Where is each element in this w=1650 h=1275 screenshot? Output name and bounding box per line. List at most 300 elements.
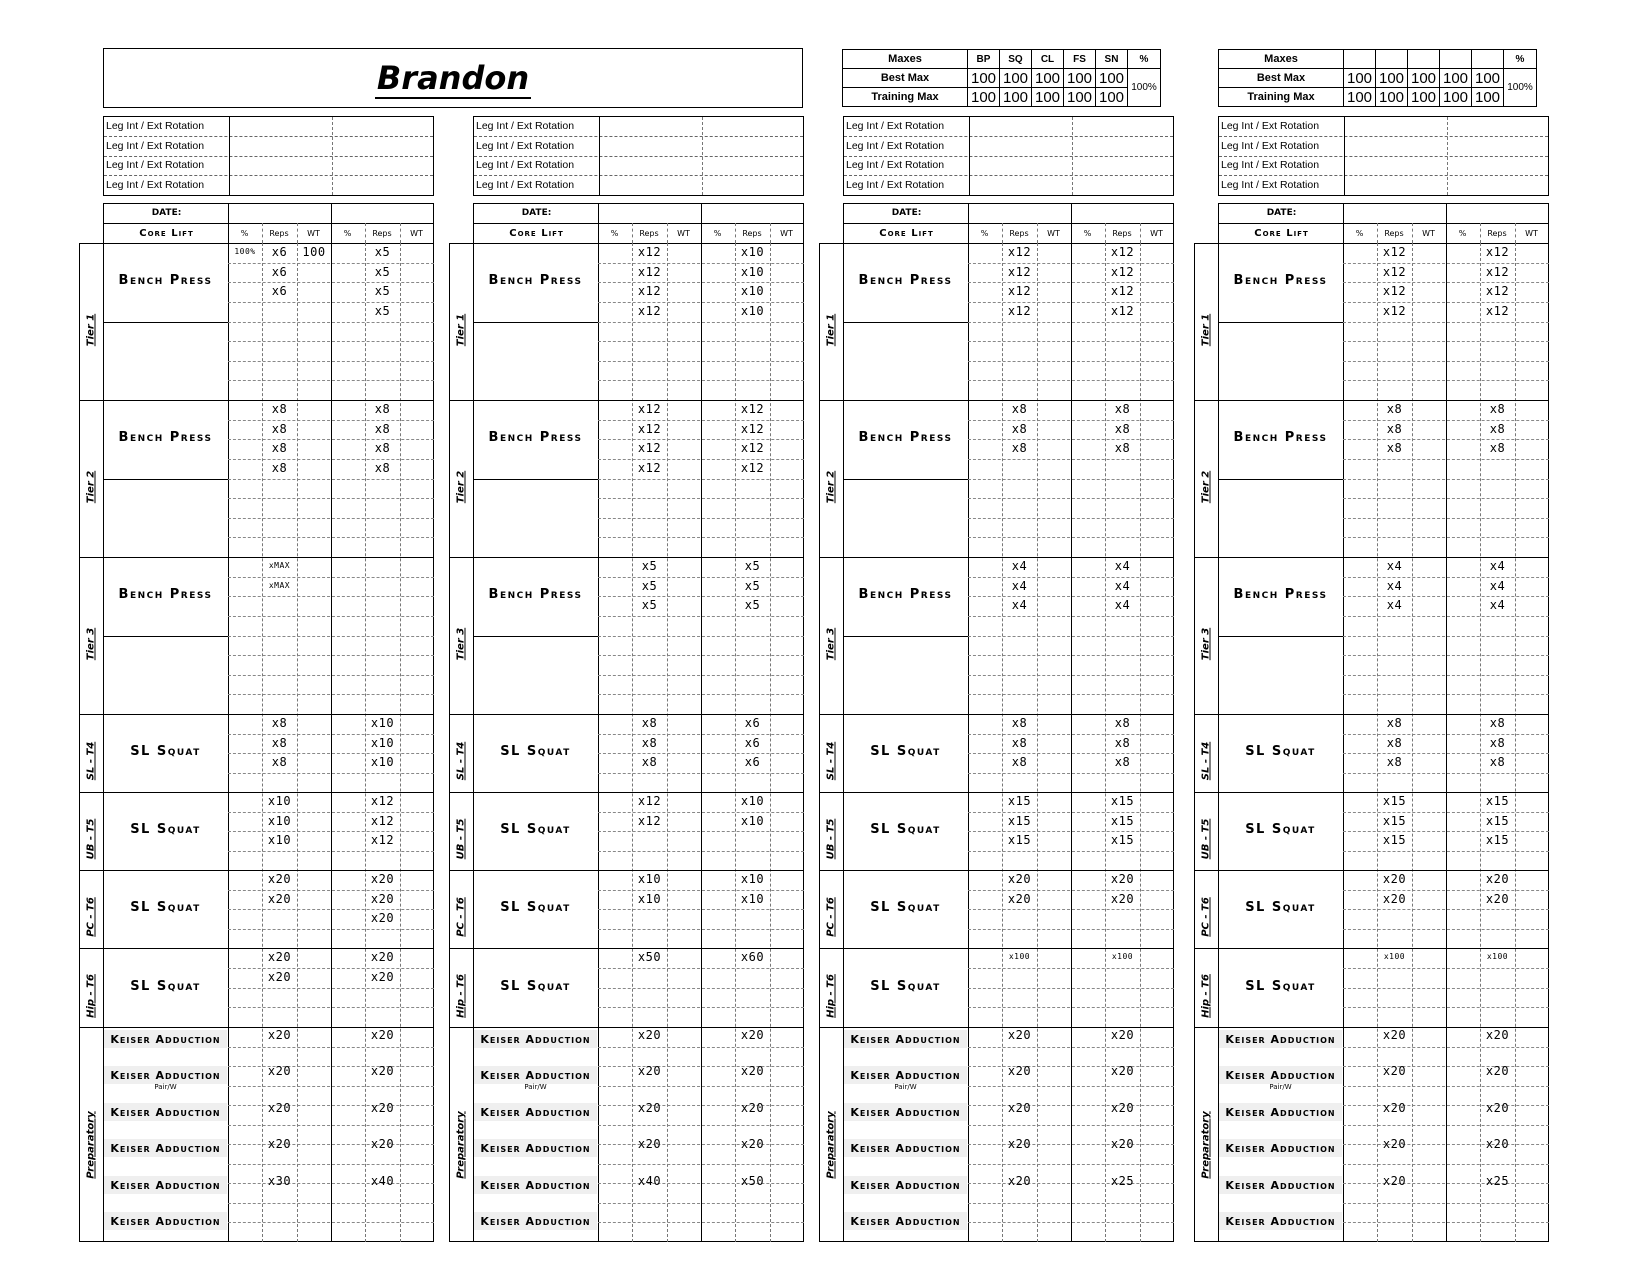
rotation-row [844, 156, 1173, 176]
row-line [968, 596, 1174, 597]
reps-cell[interactable]: x8 [1386, 441, 1403, 456]
reps-cell[interactable]: x8 [1114, 755, 1131, 769]
reps-cell[interactable]: x8 [374, 421, 391, 436]
reps-cell[interactable]: x12 [637, 284, 662, 299]
reps-cell[interactable]: x5 [744, 559, 761, 573]
divider [1194, 792, 1549, 793]
best-max-value[interactable]: 100 [1408, 69, 1440, 88]
reps-cell[interactable]: x15 [1382, 833, 1407, 847]
reps-cell[interactable]: x10 [740, 813, 765, 828]
reps-cell[interactable]: x15 [1382, 794, 1407, 808]
reps-cell[interactable]: x20 [740, 1100, 765, 1115]
reps-cell[interactable]: x20 [1007, 1100, 1032, 1115]
reps-cell[interactable]: x12 [740, 421, 765, 436]
divider [1194, 714, 1549, 715]
reps-cell[interactable]: x4 [1489, 578, 1506, 593]
row-line [968, 1125, 1174, 1126]
row-line [228, 537, 434, 538]
training-max-value[interactable]: 100 [1032, 88, 1064, 107]
reps-cell[interactable]: x8 [1489, 421, 1506, 436]
reps-cell[interactable]: x8 [1386, 421, 1403, 436]
header-box [843, 203, 1174, 243]
divider [473, 636, 598, 637]
reps-cell[interactable]: x100 [1111, 952, 1134, 961]
reps-cell[interactable]: x12 [637, 441, 662, 456]
reps-cell[interactable]: x25 [1485, 1173, 1510, 1188]
reps-cell[interactable]: x8 [641, 716, 658, 730]
best-max-value[interactable]: 100 [1376, 69, 1408, 88]
reps-cell[interactable]: x12 [637, 794, 662, 808]
reps-cell[interactable]: x8 [641, 755, 658, 769]
best-max-value[interactable]: 100 [1000, 69, 1032, 88]
reps-cell[interactable]: x15 [1485, 813, 1510, 828]
reps-cell[interactable]: x6 [744, 755, 761, 769]
reps-cell[interactable]: x20 [370, 1137, 395, 1152]
reps-cell[interactable]: x4 [1114, 598, 1131, 613]
tier-label: UB - T5 [455, 818, 467, 860]
reps-cell[interactable]: x4 [1489, 598, 1506, 613]
reps-cell[interactable]: x8 [271, 460, 288, 475]
row-line [968, 1222, 1174, 1223]
reps-cell[interactable]: x20 [1110, 1137, 1135, 1152]
row-line [598, 302, 804, 303]
reps-cell[interactable]: x20 [1485, 1100, 1510, 1115]
reps-cell[interactable]: x25 [1110, 1173, 1135, 1188]
row-line [598, 694, 804, 695]
reps-cell[interactable]: x15 [1007, 813, 1032, 828]
reps-cell[interactable]: x10 [370, 716, 395, 730]
reps-cell[interactable]: x8 [1011, 421, 1028, 436]
reps-cell[interactable]: x5 [744, 578, 761, 593]
row-line [968, 734, 1174, 735]
reps-cell[interactable]: x20 [740, 1137, 765, 1152]
divider [1071, 243, 1072, 1242]
best-max-label: Best Max [1219, 69, 1344, 88]
reps-cell[interactable]: x20 [370, 1028, 395, 1042]
reps-cell[interactable]: x8 [271, 735, 288, 750]
reps-cell[interactable]: x20 [1382, 1064, 1407, 1079]
reps-cell[interactable]: x20 [740, 1028, 765, 1042]
reps-cell[interactable]: x20 [1485, 872, 1510, 886]
best-max-value[interactable]: 100 [968, 69, 1000, 88]
reps-cell[interactable]: x8 [271, 716, 288, 730]
reps-cell[interactable]: x4 [1386, 578, 1403, 593]
reps-cell[interactable]: x8 [1011, 755, 1028, 769]
row-line [228, 694, 434, 695]
reps-cell[interactable]: x12 [370, 833, 395, 847]
reps-cell[interactable]: x10 [740, 284, 765, 299]
reps-cell[interactable]: x12 [1382, 284, 1407, 299]
title-box [103, 48, 803, 108]
reps-cell[interactable]: x12 [1110, 284, 1135, 299]
exercise-name: Keiser Adduction [850, 1178, 961, 1192]
reps-cell[interactable]: xMAX [268, 580, 291, 590]
reps-cell[interactable]: x20 [1007, 872, 1032, 886]
reps-cell[interactable]: x8 [271, 402, 288, 416]
reps-cell[interactable]: x8 [1114, 735, 1131, 750]
divider [599, 117, 600, 195]
reps-cell[interactable]: x12 [370, 794, 395, 808]
reps-cell[interactable]: x20 [1485, 891, 1510, 906]
reps-cell[interactable]: x20 [370, 950, 395, 964]
row-line [1343, 459, 1549, 460]
tier-label: Hip - T6 [825, 973, 837, 1018]
reps-cell[interactable]: x20 [1007, 891, 1032, 906]
row-line [968, 753, 1174, 754]
reps-cell[interactable]: x20 [1110, 1064, 1135, 1079]
exercise-name: SL Squat [130, 900, 201, 915]
row-line [598, 851, 804, 852]
reps-cell[interactable]: x8 [1011, 735, 1028, 750]
reps-cell[interactable]: x6 [271, 264, 288, 279]
reps-cell[interactable]: x8 [1386, 402, 1403, 416]
reps-cell[interactable]: x20 [637, 1100, 662, 1115]
reps-cell[interactable]: x100 [1008, 952, 1031, 961]
reps-cell[interactable]: x20 [1007, 1173, 1032, 1188]
reps-cell[interactable]: x12 [1007, 264, 1032, 279]
training-max-value[interactable]: 100 [1064, 88, 1096, 107]
reps-head: Reps [269, 229, 289, 238]
reps-cell[interactable]: x12 [1110, 303, 1135, 318]
reps-cell[interactable]: x15 [1485, 833, 1510, 847]
col-head [1440, 50, 1472, 69]
reps-cell[interactable]: x5 [641, 598, 658, 613]
pct-cell[interactable]: 100% [234, 247, 256, 256]
reps-cell[interactable]: x10 [740, 891, 765, 906]
row-line [968, 1203, 1174, 1204]
reps-cell[interactable]: x12 [740, 402, 765, 416]
reps-cell[interactable]: x8 [1489, 735, 1506, 750]
wt-cell[interactable]: 100 [302, 245, 326, 259]
row-line [968, 439, 1174, 440]
divider [969, 117, 970, 195]
reps-cell[interactable]: x8 [1489, 716, 1506, 730]
reps-cell[interactable]: x20 [1382, 1100, 1407, 1115]
date-label: DATE: [151, 208, 182, 218]
exercise-name: Keiser Adduction [850, 1069, 961, 1083]
reps-cell[interactable]: x10 [370, 735, 395, 750]
reps-cell[interactable]: x12 [1382, 264, 1407, 279]
tier-label: SL - T4 [455, 741, 467, 781]
training-max-value[interactable]: 100 [1000, 88, 1032, 107]
reps-cell[interactable]: x15 [1110, 794, 1135, 808]
rotation-box [473, 116, 804, 196]
reps-cell[interactable]: x8 [374, 402, 391, 416]
reps-cell[interactable]: x6 [744, 716, 761, 730]
reps-head: Reps [639, 229, 659, 238]
reps-cell[interactable]: x12 [1485, 303, 1510, 318]
training-max-value[interactable]: 100 [1408, 88, 1440, 107]
reps-cell[interactable]: x4 [1011, 559, 1028, 573]
reps-head: Reps [1009, 229, 1029, 238]
reps-cell[interactable]: x20 [267, 950, 292, 964]
reps-cell[interactable]: x100 [1383, 952, 1406, 961]
reps-cell[interactable]: x10 [370, 755, 395, 769]
reps-cell[interactable]: x12 [1382, 245, 1407, 259]
reps-cell[interactable]: x8 [1114, 402, 1131, 416]
exercise-name: Keiser Adduction [480, 1105, 591, 1119]
reps-cell[interactable]: x20 [1007, 1137, 1032, 1152]
best-max-value[interactable]: 100 [1440, 69, 1472, 88]
tier-label: Tier 3 [1200, 627, 1212, 660]
exercise-name: Keiser Adduction [110, 1069, 221, 1083]
reps-cell[interactable]: x20 [370, 1064, 395, 1079]
rotation-label: Leg Int / Ext Rotation [106, 178, 205, 191]
reps-cell[interactable]: x8 [1011, 441, 1028, 456]
reps-cell[interactable]: x5 [374, 245, 391, 259]
reps-cell[interactable]: x8 [1489, 755, 1506, 769]
reps-cell[interactable]: x20 [1110, 891, 1135, 906]
reps-cell[interactable]: x15 [1110, 833, 1135, 847]
rotation-row [844, 176, 1173, 195]
reps-cell[interactable]: x20 [1382, 1028, 1407, 1042]
reps-cell[interactable]: x5 [641, 578, 658, 593]
tier-label: Hip - T6 [85, 973, 97, 1018]
reps-cell[interactable]: x4 [1489, 559, 1506, 573]
reps-cell[interactable]: x10 [267, 794, 292, 808]
reps-cell[interactable]: x12 [637, 813, 662, 828]
reps-cell[interactable]: x20 [637, 1064, 662, 1079]
reps-cell[interactable]: x8 [1489, 402, 1506, 416]
reps-cell[interactable]: x4 [1011, 578, 1028, 593]
reps-cell[interactable]: x12 [1110, 264, 1135, 279]
pct-head: % [610, 229, 619, 238]
reps-cell[interactable]: x20 [370, 872, 395, 886]
reps-cell[interactable]: x8 [641, 735, 658, 750]
row-line [228, 734, 434, 735]
divider [449, 948, 804, 949]
reps-cell[interactable]: x8 [374, 441, 391, 456]
reps-cell[interactable]: x8 [1114, 441, 1131, 456]
training-max-value[interactable]: 100 [1472, 88, 1504, 107]
reps-cell[interactable]: x10 [740, 794, 765, 808]
best-max-value[interactable]: 100 [1344, 69, 1376, 88]
reps-cell[interactable]: x20 [637, 1137, 662, 1152]
row-line [228, 1203, 434, 1204]
reps-cell[interactable]: x20 [1485, 1028, 1510, 1042]
reps-cell[interactable]: x15 [1382, 813, 1407, 828]
row-line [1343, 831, 1549, 832]
reps-cell[interactable]: x20 [267, 1100, 292, 1115]
reps-cell[interactable]: x15 [1485, 794, 1510, 808]
reps-cell[interactable]: x12 [740, 441, 765, 456]
reps-cell[interactable]: x8 [1011, 716, 1028, 730]
best-max-value[interactable]: 100 [1064, 69, 1096, 88]
wt-head: WT [1525, 229, 1538, 238]
reps-cell[interactable]: x10 [740, 303, 765, 318]
reps-cell[interactable]: x8 [1114, 716, 1131, 730]
reps-cell[interactable]: x15 [1007, 794, 1032, 808]
reps-cell[interactable]: x12 [740, 460, 765, 475]
reps-cell[interactable]: x20 [1382, 872, 1407, 886]
tier-label: UB - T5 [825, 818, 837, 860]
reps-cell[interactable]: x15 [1110, 813, 1135, 828]
reps-cell[interactable]: x40 [370, 1173, 395, 1188]
row-line [968, 831, 1174, 832]
tier-label: Tier 3 [455, 627, 467, 660]
reps-cell[interactable]: x12 [1110, 245, 1135, 259]
reps-cell[interactable]: x12 [1007, 245, 1032, 259]
reps-cell[interactable]: x10 [637, 891, 662, 906]
reps-cell[interactable]: x5 [374, 284, 391, 299]
reps-cell[interactable]: x12 [1007, 303, 1032, 318]
reps-cell[interactable]: x8 [1011, 402, 1028, 416]
reps-cell[interactable]: x8 [1386, 755, 1403, 769]
divider [1218, 322, 1343, 323]
percent-value[interactable]: 100% [1504, 69, 1537, 107]
reps-cell[interactable]: x20 [1110, 1100, 1135, 1115]
reps-cell[interactable]: x4 [1114, 578, 1131, 593]
reps-cell[interactable]: x30 [267, 1173, 292, 1188]
divider [473, 322, 598, 323]
reps-cell[interactable]: x4 [1011, 598, 1028, 613]
reps-cell[interactable]: x6 [271, 284, 288, 299]
reps-cell[interactable]: x12 [637, 303, 662, 318]
training-max-value[interactable]: 100 [968, 88, 1000, 107]
reps-cell[interactable]: x6 [271, 245, 288, 259]
reps-cell[interactable]: x50 [740, 1173, 765, 1188]
reps-cell[interactable]: x10 [637, 872, 662, 886]
reps-cell[interactable]: x12 [637, 421, 662, 436]
reps-cell[interactable]: x20 [1485, 1064, 1510, 1079]
row-line [968, 1086, 1174, 1087]
reps-cell[interactable]: x40 [637, 1173, 662, 1188]
percent-value[interactable]: 100% [1128, 69, 1161, 107]
reps-cell[interactable]: x12 [1007, 284, 1032, 299]
reps-cell[interactable]: x20 [1485, 1137, 1510, 1152]
rotation-row [844, 137, 1173, 157]
best-max-value[interactable]: 100 [1032, 69, 1064, 88]
reps-cell[interactable]: x20 [370, 969, 395, 984]
reps-cell[interactable]: x4 [1386, 598, 1403, 613]
reps-cell[interactable]: x4 [1114, 559, 1131, 573]
reps-cell[interactable]: x5 [641, 559, 658, 573]
reps-cell[interactable]: xMAX [268, 561, 291, 570]
reps-cell[interactable]: x8 [271, 421, 288, 436]
reps-cell[interactable]: x20 [267, 1064, 292, 1079]
reps-cell[interactable]: x20 [1007, 1028, 1032, 1042]
reps-cell[interactable]: x20 [1382, 1137, 1407, 1152]
training-max-value[interactable]: 100 [1344, 88, 1376, 107]
reps-cell[interactable]: x12 [637, 402, 662, 416]
row-line [598, 831, 804, 832]
row-line [228, 1144, 434, 1145]
reps-head: Reps [1487, 229, 1507, 238]
row-line [1343, 812, 1549, 813]
divider [449, 870, 804, 871]
wt-head: WT [780, 229, 793, 238]
reps-cell[interactable]: x20 [637, 1028, 662, 1042]
reps-cell[interactable]: x20 [1007, 1064, 1032, 1079]
reps-cell[interactable]: x8 [1386, 735, 1403, 750]
exercise-name: Keiser Adduction [850, 1105, 961, 1119]
rotation-row [474, 176, 803, 195]
divider [1194, 400, 1549, 401]
rotation-box [843, 116, 1174, 196]
divider [331, 243, 332, 1242]
reps-cell[interactable]: x50 [637, 950, 662, 964]
divider [1377, 223, 1378, 243]
training-max-value[interactable]: 100 [1376, 88, 1408, 107]
reps-cell[interactable]: x5 [374, 264, 391, 279]
reps-cell[interactable]: x4 [1386, 559, 1403, 573]
reps-cell[interactable]: x10 [267, 833, 292, 847]
reps-cell[interactable]: x12 [370, 813, 395, 828]
reps-cell[interactable]: x20 [267, 1028, 292, 1042]
divider [228, 243, 229, 1242]
reps-cell[interactable]: x100 [1486, 952, 1509, 961]
row-line [968, 577, 1174, 578]
reps-cell[interactable]: x20 [740, 1064, 765, 1079]
tier-label: Tier 2 [455, 470, 467, 503]
divider [79, 400, 434, 401]
reps-cell[interactable]: x5 [374, 303, 391, 318]
row-line [1343, 655, 1549, 656]
reps-cell[interactable]: x20 [1110, 872, 1135, 886]
reps-cell[interactable]: x20 [1382, 1173, 1407, 1188]
row-line [1343, 734, 1549, 735]
row-line [968, 616, 1174, 617]
reps-cell[interactable]: x12 [1485, 264, 1510, 279]
reps-cell[interactable]: x15 [1007, 833, 1032, 847]
reps-cell[interactable]: x20 [370, 911, 395, 925]
training-max-value[interactable]: 100 [1096, 88, 1128, 107]
row-line [968, 909, 1174, 910]
best-max-value[interactable]: 100 [1472, 69, 1504, 88]
pct-head: % [1355, 229, 1364, 238]
core-lift-label: Core Lift [1254, 228, 1309, 239]
reps-cell[interactable]: x8 [1386, 716, 1403, 730]
row-line [598, 1007, 804, 1008]
reps-cell[interactable]: x10 [740, 872, 765, 886]
reps-cell[interactable]: x12 [1485, 284, 1510, 299]
reps-cell[interactable]: x5 [744, 598, 761, 613]
reps-cell[interactable]: x10 [740, 264, 765, 279]
reps-cell[interactable]: x20 [267, 872, 292, 886]
reps-cell[interactable]: x10 [267, 813, 292, 828]
reps-cell[interactable]: x6 [744, 735, 761, 750]
reps-cell[interactable]: x10 [740, 245, 765, 259]
reps-cell[interactable]: x8 [1489, 441, 1506, 456]
reps-cell[interactable]: x12 [637, 245, 662, 259]
row-line [228, 380, 434, 381]
reps-cell[interactable]: x12 [1382, 303, 1407, 318]
rotation-label: Leg Int / Ext Rotation [1221, 178, 1320, 191]
reps-cell[interactable]: x20 [267, 1137, 292, 1152]
reps-cell[interactable]: x20 [370, 891, 395, 906]
best-max-value[interactable]: 100 [1096, 69, 1128, 88]
reps-cell[interactable]: x20 [370, 1100, 395, 1115]
reps-cell[interactable]: x60 [740, 950, 765, 964]
reps-cell[interactable]: x20 [1110, 1028, 1135, 1042]
reps-cell[interactable]: x12 [1485, 245, 1510, 259]
row-line [228, 909, 434, 910]
reps-cell[interactable]: x8 [374, 460, 391, 475]
reps-cell[interactable]: x8 [271, 755, 288, 769]
training-max-value[interactable]: 100 [1440, 88, 1472, 107]
row-line [598, 636, 804, 637]
reps-cell[interactable]: x12 [637, 460, 662, 475]
row-line [228, 282, 434, 283]
divider [229, 117, 230, 195]
reps-cell[interactable]: x8 [271, 441, 288, 456]
exercise-name: SL Squat [500, 900, 571, 915]
reps-cell[interactable]: x20 [267, 969, 292, 984]
reps-cell[interactable]: x20 [267, 891, 292, 906]
reps-cell[interactable]: x20 [1382, 891, 1407, 906]
reps-cell[interactable]: x8 [1114, 421, 1131, 436]
reps-cell[interactable]: x12 [637, 264, 662, 279]
